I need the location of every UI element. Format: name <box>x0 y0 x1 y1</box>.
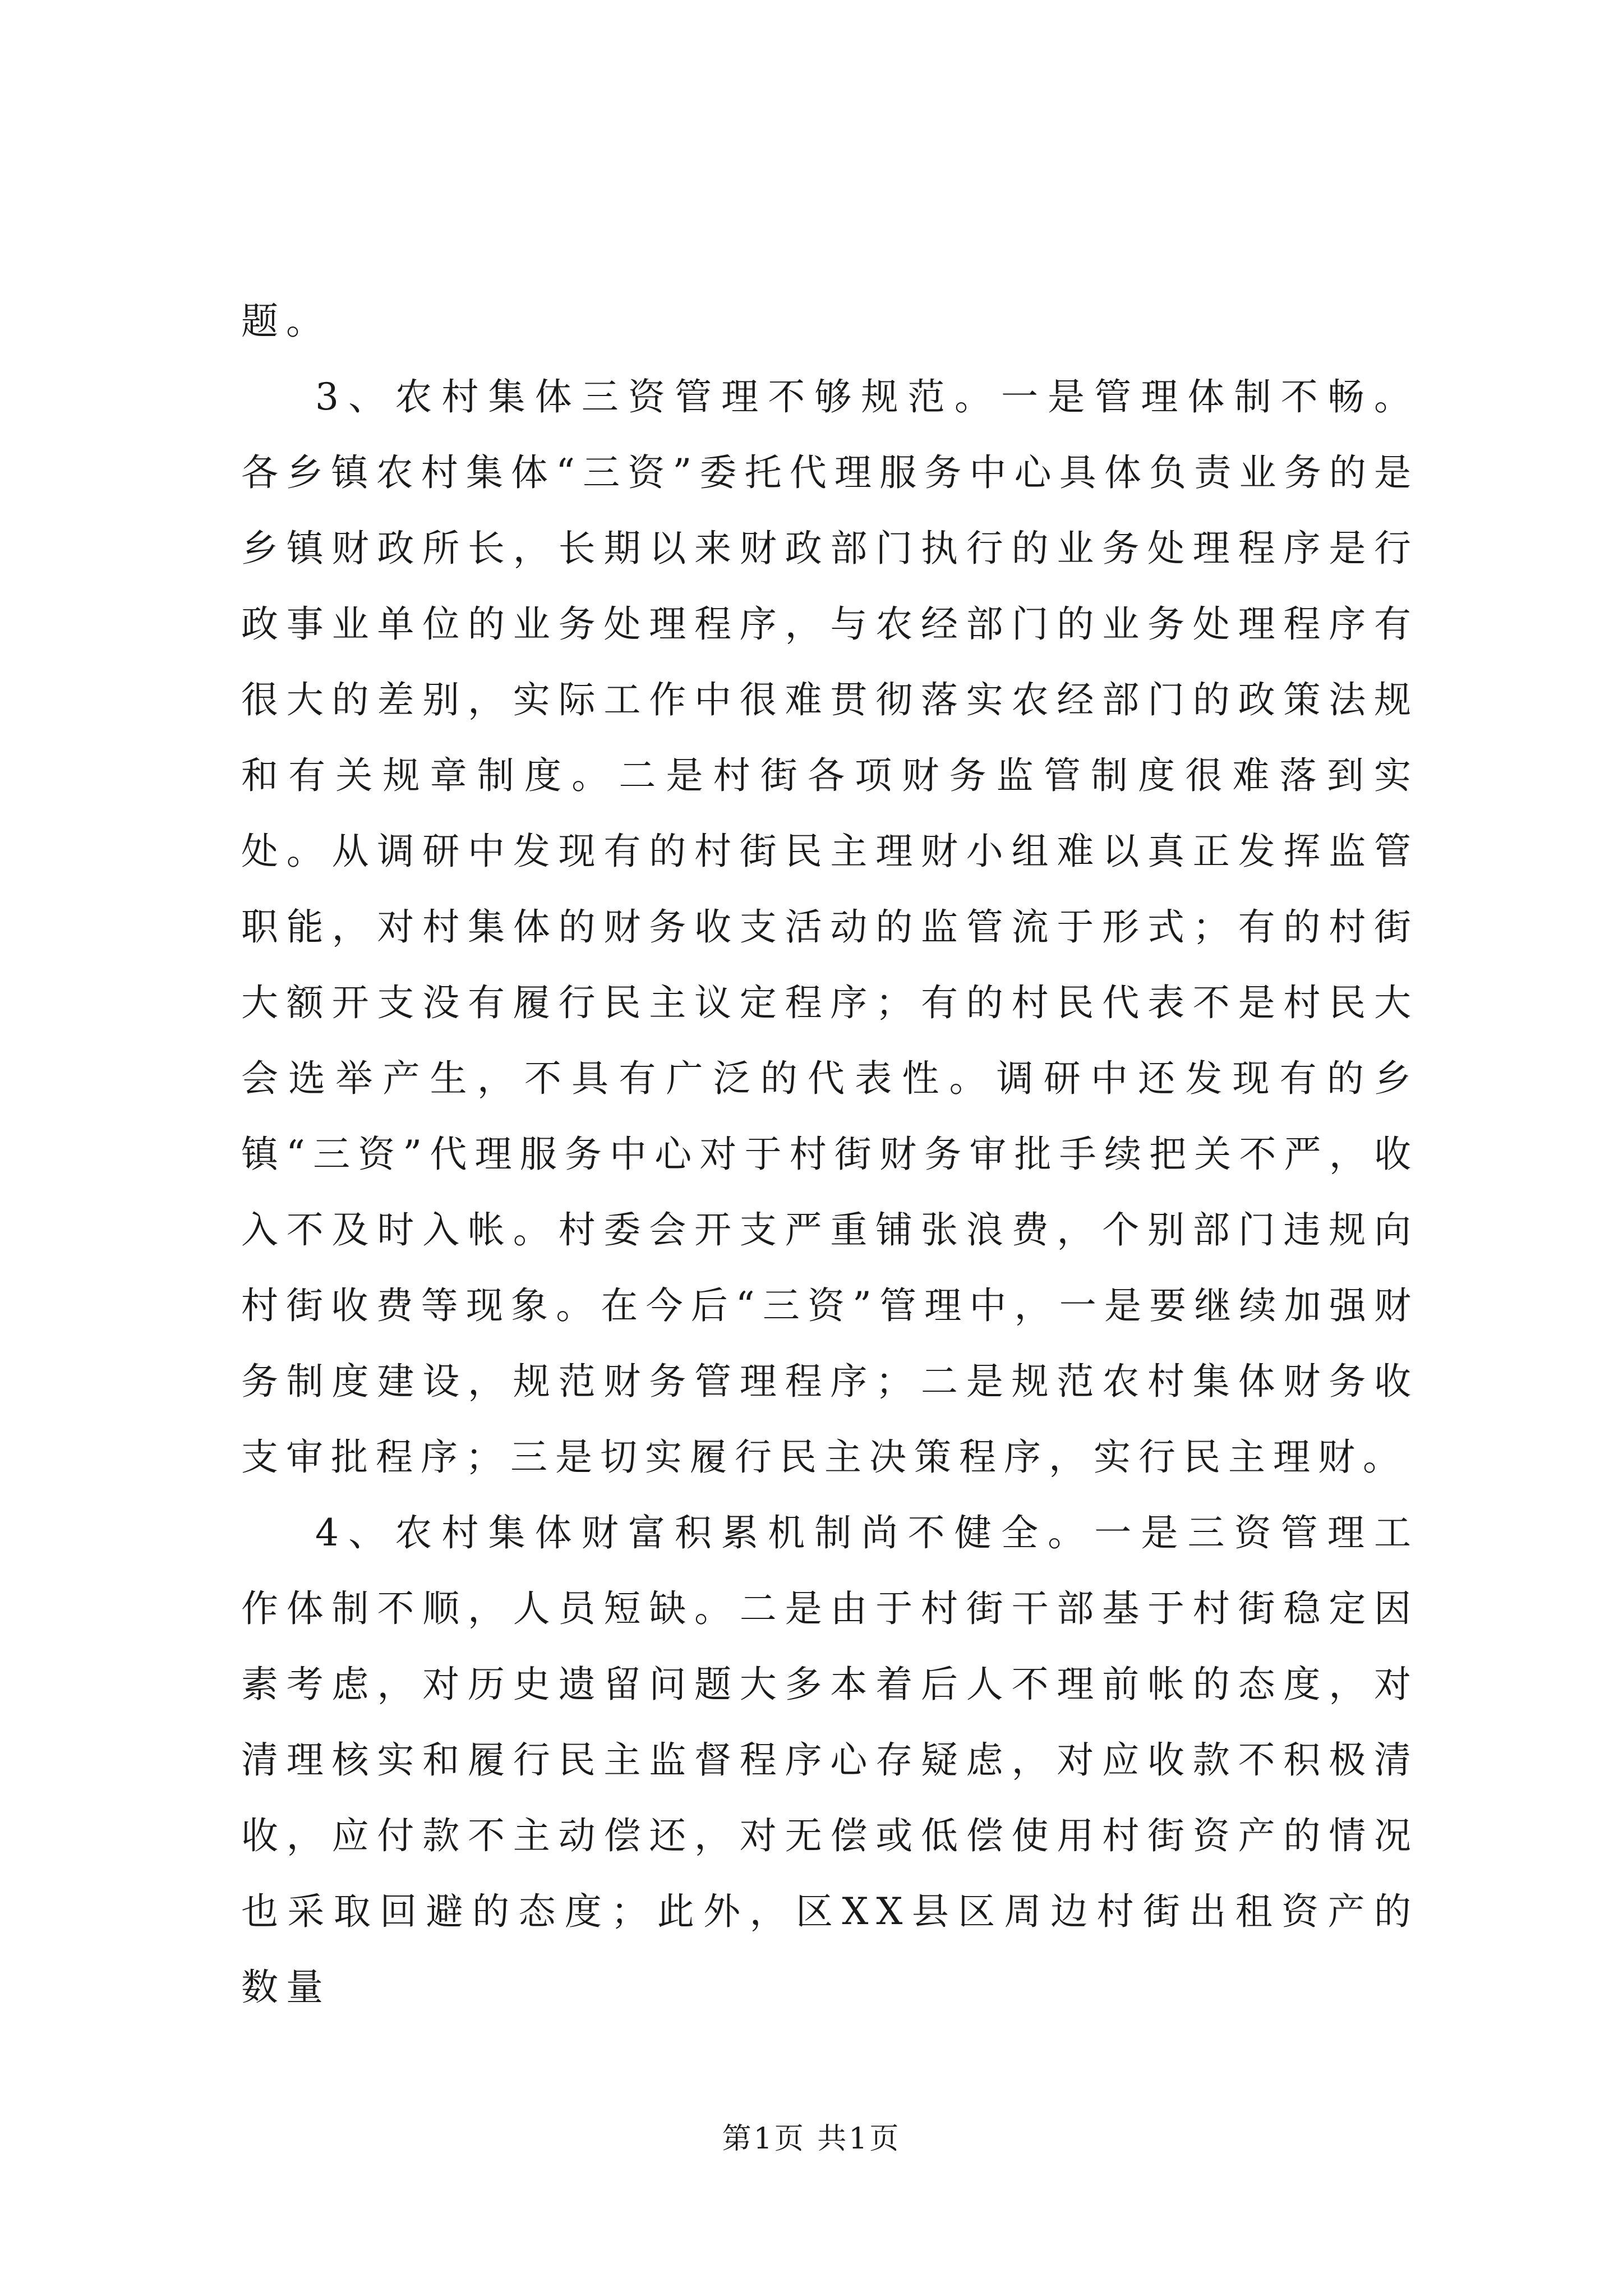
paragraph-item-3: 3、农村集体三资管理不够规范。一是管理体制不畅。各乡镇农村集体“三资”委托代理服务中心具体负责业务的是乡镇财政所长，长期以来财政部门执行的业务处理程序是行政事业单位的业务处理程序，与农经部门的业务处理程序有很大的差别，实际工作中很难贯彻落实农经部门的政策法规和有关规章制度。二是村街各项财务监管制度很难落到实处。从调研中发现有的村街民主理财小组难以真正发挥监管职能，对村集体的财务收支活动的监管流于形式；有的村街大额开支没有履行民主议定程序；有的村民代表不是村民大会选举产生，不具有广泛的代表性。调研中还发现有的乡镇“三资”代理服务中心对于村街财务审批手续把关不严，收入不及时入帐。村委会开支严重铺张浪费，个别部门违规向村街收费等现象。在今后“三资”管理中，一是要继续加强财务制度建设，规范财务管理程序；二是规范农村集体财务收支审批程序；三是切实履行民主决策程序，实行民主理财。 <box>241 375 1419 1479</box>
paragraph-fragment: 题。 <box>241 300 331 343</box>
document-body <box>241 283 1419 2025</box>
page-footer: 第1页 共1页 <box>722 2122 901 2156</box>
paragraph-item-4: 4、农村集体财富积累机制尚不健全。一是三资管理工作体制不顺，人员短缺。二是由于村街干部基于村街稳定因素考虑，对历史遗留问题大多本着后人不理前帐的态度，对清理核实和履行民主监督程序心存疑虑，对应收款不积极清收，应付款不主动偿还，对无偿或低偿使用村街资产的情况也采取回避的态度；此外，区XX县区周边村街出租资产的数量 <box>241 1511 1419 2009</box>
